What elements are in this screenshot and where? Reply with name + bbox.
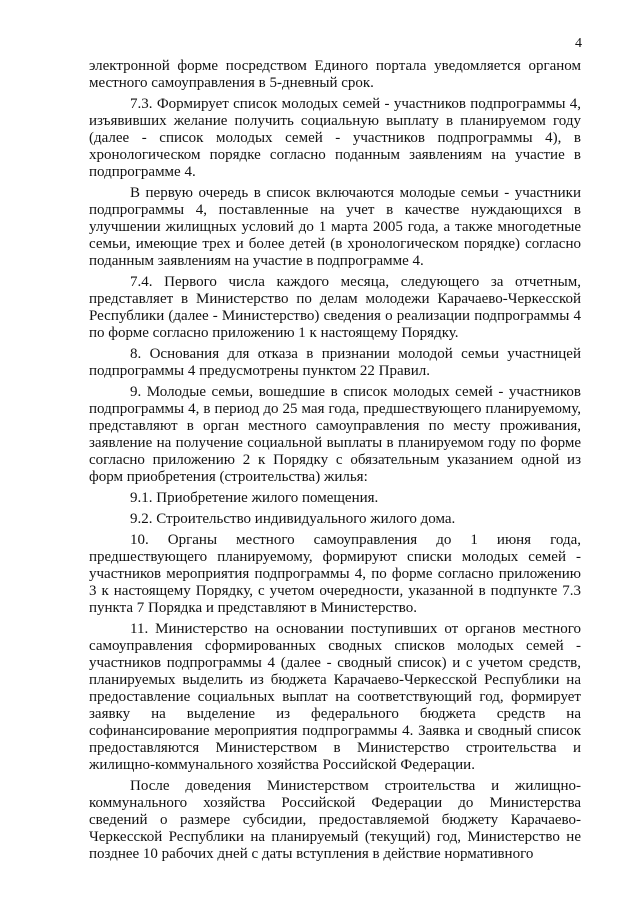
paragraph-10: 10. Органы местного самоуправления до 1 июня года, предшествующего планируемому, формируют списки молодых семей - участников мероприятия подпрограммы 4, по форме согласно приложению 3 к настоящему Порядку, с учетом очередности, указанной в подпункте 7.3 пункта 7 Порядка и представляют в Министерство.: [89, 532, 581, 616]
paragraph-continuation: электронной форме посредством Единого портала уведомляется органом местного самоуправления в 5-дневный срок.: [89, 58, 581, 91]
paragraph-7-4: 7.4. Первого числа каждого месяца, следующего за отчетным, представляет в Министерство по делам молодежи Карачаево-Черкесской Республики (далее - Министерство) сведения о реализации подпрограммы 4 по форме согласно приложению 1 к настоящему Порядку.: [89, 274, 581, 341]
paragraph-after-11: После доведения Министерством строительства и жилищно-коммунального хозяйства Российской Федерации до Министерства сведений о размере субсидии, предоставляемой бюджету Карачаево-Черкесской Республики на планируемый (текущий) год, Министерство не позднее 10 рабочих дней с даты вступления в действие нормативного: [89, 778, 581, 862]
page-number: 4: [575, 36, 582, 51]
paragraph-9-2: 9.2. Строительство индивидуального жилого дома.: [130, 511, 456, 527]
paragraph-8: 8. Основания для отказа в признании молодой семьи участницей подпрограммы 4 предусмотрены пунктом 22 Правил.: [89, 346, 581, 379]
paragraph-7-3: 7.3. Формирует список молодых семей - участников подпрограммы 4, изъявивших желание получить социальную выплату в планируемом году (далее - список молодых семей - участников подпрограммы 4), в хронологическом порядке согласно поданным заявлениям на участие в подпрограмме 4.: [89, 96, 581, 180]
paragraph-priority: В первую очередь в список включаются молодые семьи - участники подпрограммы 4, поставленные на учет в качестве нуждающихся в улучшении жилищных условий до 1 марта 2005 года, а также многодетные семьи, имеющие трех и более детей (в хронологическом порядке) согласно поданным заявлениям на участие в подпрограмме 4.: [89, 185, 581, 269]
paragraph-9: 9. Молодые семьи, вошедшие в список молодых семей - участников подпрограммы 4, в период до 25 мая года, предшествующего планируемому, представляют в орган местного самоуправления по месту проживания, заявление на получение социальной выплаты в планируемом году по форме согласно приложению 2 к Порядку с обязательным указанием одной из форм приобретения (строительства) жилья:: [89, 384, 581, 485]
document-body: [89, 58, 581, 867]
paragraph-11: 11. Министерство на основании поступивших от органов местного самоуправления сформированных сводных списков молодых семей - участников подпрограммы 4 (далее - сводный список) и с учетом средств, планируемых выделить из бюджета Карачаево-Черкесской Республики на предоставление социальных выплат на соответствующий год, формирует заявку на выделение из федерального бюджета средств на софинансирование мероприятия подпрограммы 4. Заявка и сводный список предоставляются Министерством в Министерство строительства и жилищно-коммунального хозяйства Российской Федерации.: [89, 621, 581, 773]
paragraph-9-1: 9.1. Приобретение жилого помещения.: [130, 490, 379, 506]
